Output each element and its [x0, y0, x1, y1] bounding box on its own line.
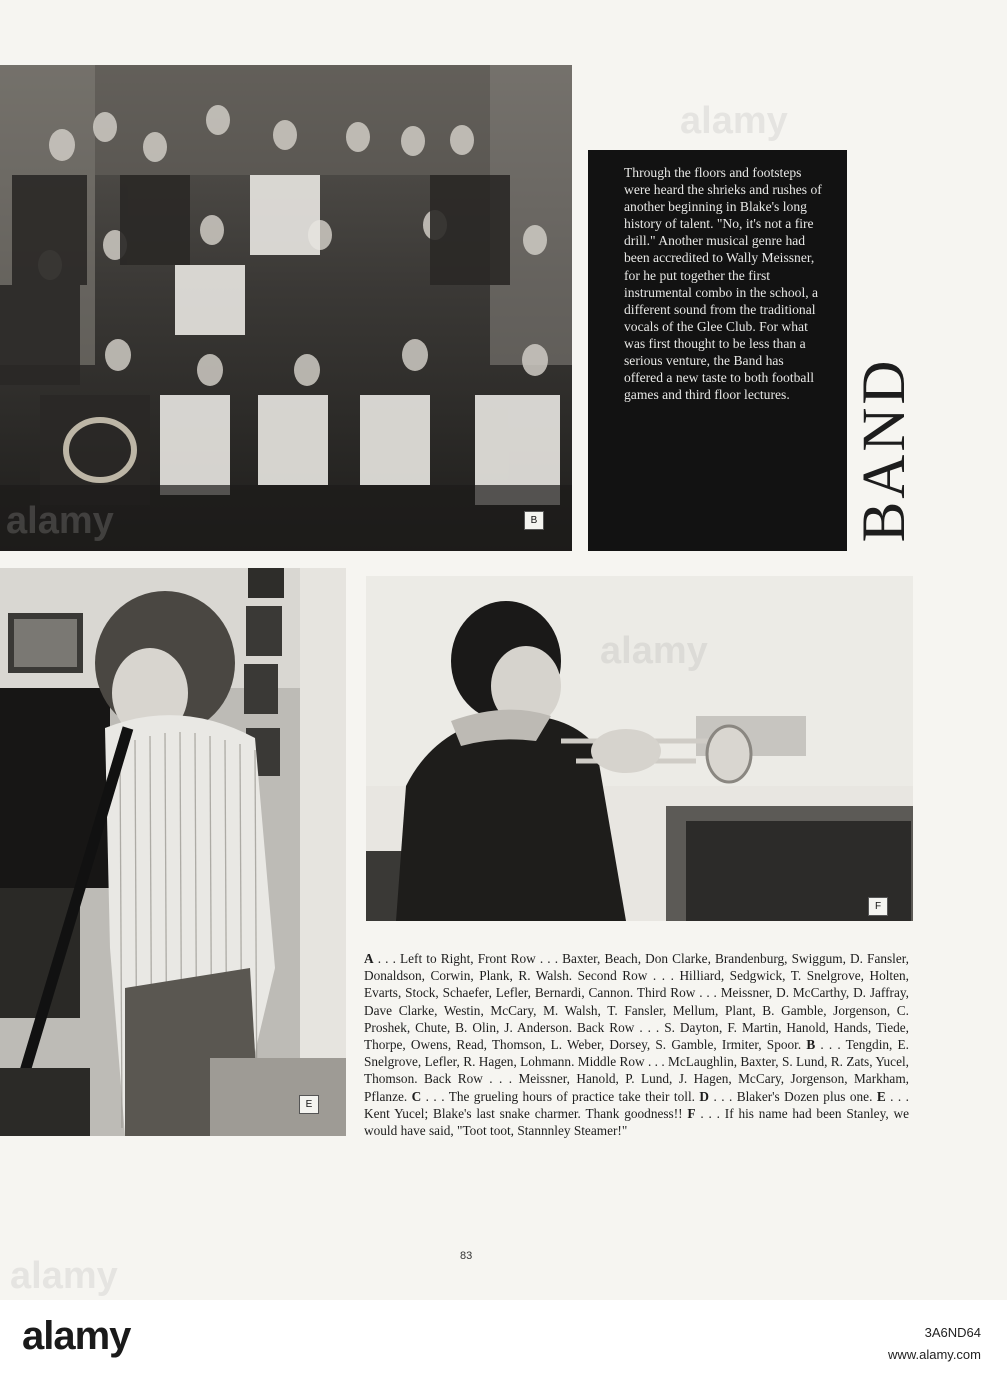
intro-caption-text: Through the floors and footsteps were heard the shrieks and rushes of another beginning in Blake's long history of talent. "No, it's not a fire drill." Another musical genre had been accredited to Wally Meissner, for he put together the first instrumental combo in the school, a different sound from the traditional vocals of the Glee Club. For what was first thought to be less than a serious venture, the Band has offered a new taste to both football games and third floor lectures.: [624, 165, 822, 403]
clarinet-player-photo-graphic: [0, 568, 346, 1136]
credit-text-d: . . . Blaker's Dozen plus one.: [709, 1088, 877, 1104]
credit-key-b: B: [806, 1037, 816, 1053]
credit-key-c: C: [411, 1088, 422, 1104]
credit-key-d: D: [699, 1088, 710, 1104]
watermark-logo: alamy: [600, 630, 708, 672]
photo-label-f: F: [868, 897, 888, 916]
page-number: 83: [460, 1250, 473, 1262]
photo-credits: [364, 950, 909, 1139]
watermark-logo: alamy: [10, 1255, 118, 1297]
photo-label-e: E: [299, 1095, 319, 1114]
credit-key-e: E: [876, 1088, 886, 1104]
image-id: 3A6ND64: [924, 1325, 981, 1340]
section-title: [851, 345, 918, 555]
credit-key-f: F: [687, 1105, 696, 1121]
alamy-logo: alamy: [22, 1314, 131, 1358]
section-title-text: BAND: [851, 357, 918, 543]
clarinet-player-photo: [0, 568, 346, 1136]
credit-text-e: . . . Kent Yucel; Blake's last snake charmer. Thank goodness!!: [364, 1088, 909, 1121]
trumpet-player-photo: [366, 576, 913, 921]
trumpet-player-photo-graphic: [366, 576, 913, 921]
credit-text-b: . . . Tengdin, E. Snelgrove, Lefler, R. Hagen, Lohmann. Middle Row . . . McLaughlin, Baxter, S. Lund, R. Zats, Yucel, Thomson. Back Row . . . Meissner, Hanold, P. Lund, J. Hagen, McCary, Jorgenson, Markham, Pflanze.: [364, 1037, 909, 1104]
credit-text-c: . . . The grueling hours of practice take their toll.: [421, 1088, 700, 1104]
credit-text-a: . . . Left to Right, Front Row . . . Baxter, Beach, Don Clarke, Brandenburg, Swiggum, D. Fansler, Donaldson, Corwin, Plank, R. Walsh. Second Row . . . Hilliard, Sedgwick, T. Snelgrove, Holten, Evarts, Stock, Schaefer, Lefler, Bernardi, Cannon. Third Row . . . Meissner, D. McCarthy, D. Jaffray, Dave Clarke, Westin, McCary, M. Walsh, T. Fansler, Mellum, Plant, B. Gamble, Jorgenson, C. Proshek, Chute, B. Olin, J. Anderson. Back Row . . . S. Dayton, F. Martin, Hanold, Hands, Tiede, Thorpe, Owens, Read, Thomson, L. Weber, Dorsey, S. Gamble, Irmiter, Spoor.: [364, 951, 909, 1053]
group-band-photo-graphic: [0, 65, 572, 551]
image-id-block: [888, 1322, 981, 1366]
watermark-logo: alamy: [6, 500, 114, 542]
site-link: www.alamy.com: [888, 1347, 981, 1362]
credit-text-f: . . . If his name had been Stanley, we would have said, "Toot toot, Stannnley Steamer!": [364, 1105, 910, 1139]
credit-key-a: A: [364, 951, 374, 966]
intro-caption-box: [588, 150, 847, 551]
watermark-logo: alamy: [680, 100, 788, 142]
group-band-photo: [0, 65, 572, 551]
photo-label-b: B: [524, 511, 544, 530]
stock-footer: [0, 1300, 1007, 1390]
